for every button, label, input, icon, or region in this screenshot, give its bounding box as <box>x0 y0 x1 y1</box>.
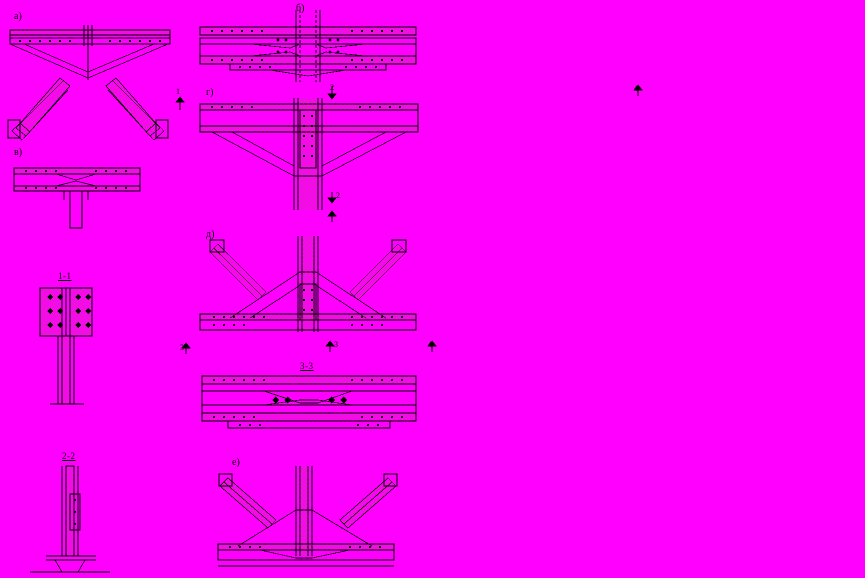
cut-mark-1-left: 1 <box>176 87 180 96</box>
cut-mark-2-bottom: 2 <box>336 191 340 200</box>
cut-mark-2-top: 2 <box>330 83 334 92</box>
section-2-2 <box>30 466 110 572</box>
detail-b <box>200 10 416 82</box>
detail-label-b: б) <box>296 3 305 14</box>
section-label-2-2: 2-2 <box>62 451 76 461</box>
detail-label-c: в) <box>14 147 23 158</box>
cut-mark-4-left: 4 <box>428 340 432 349</box>
cut-mark-3-left: 3 <box>180 343 184 352</box>
section-3-3 <box>202 376 416 428</box>
cut-mark-3-right: 3 <box>334 340 338 349</box>
detail-label-d: г) <box>206 87 214 98</box>
detail-label-f: е) <box>232 457 240 468</box>
detail-a <box>8 25 170 140</box>
detail-label-a: a) <box>14 11 22 22</box>
detail-f <box>218 466 397 566</box>
section-label-3-3: 3-3 <box>300 361 314 371</box>
detail-c <box>14 168 140 228</box>
cut-mark-4-right: 4 <box>634 84 638 93</box>
section-1-1 <box>40 288 92 404</box>
detail-d <box>200 98 418 210</box>
detail-e <box>200 236 416 332</box>
cut-mark-1-bottom: 1 <box>330 209 334 218</box>
section-label-1-1: 1-1 <box>58 271 72 281</box>
detail-label-e: д) <box>206 229 215 240</box>
